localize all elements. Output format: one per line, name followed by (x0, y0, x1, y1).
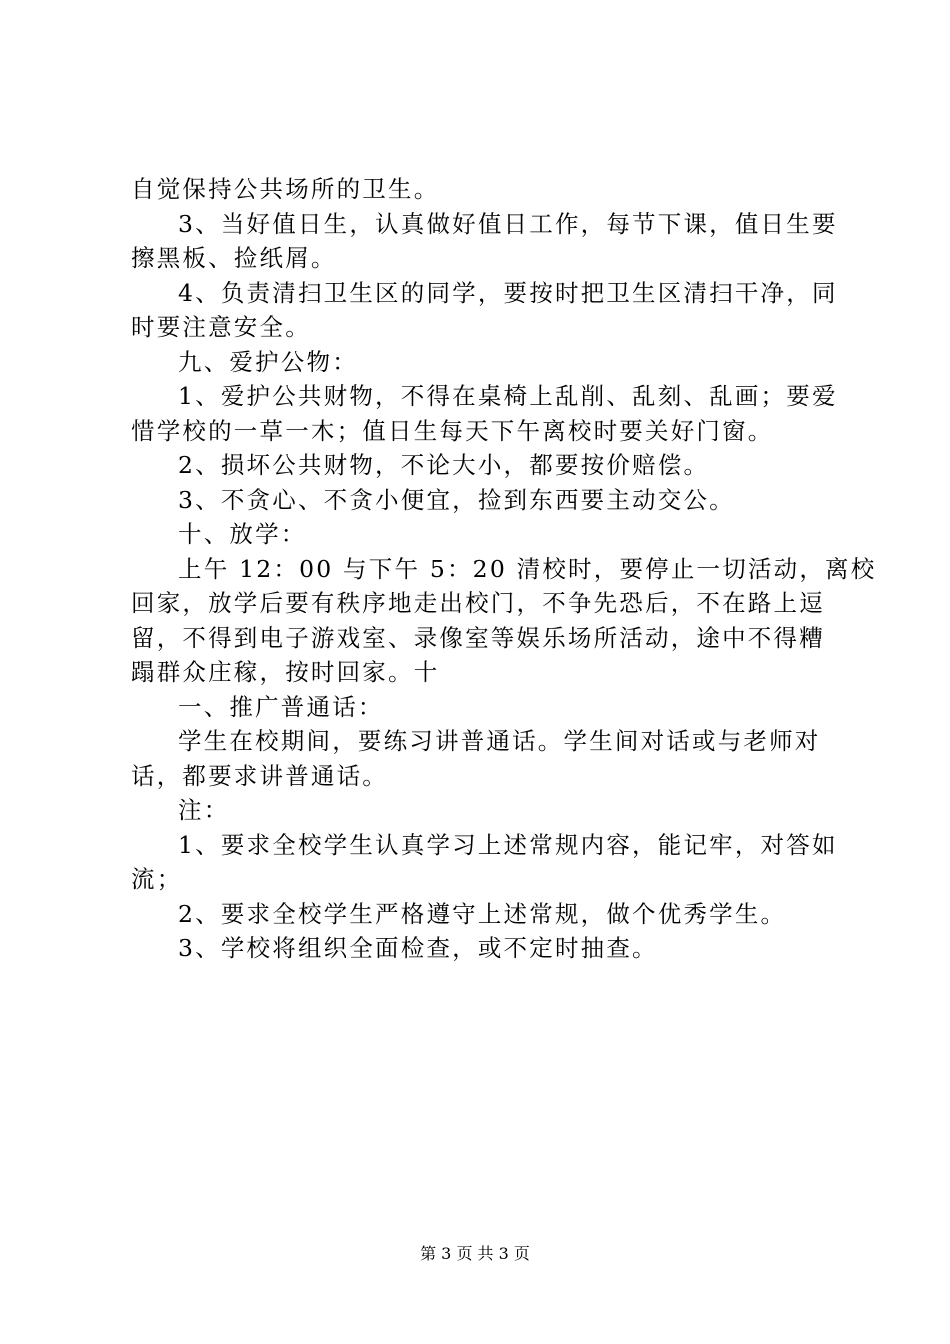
text-line: 蹋群众庄稼，按时回家。十 (131, 658, 440, 686)
text-line: 3、当好值日生，认真做好值日工作，每节下课，值日生要 (178, 209, 838, 238)
text-line: 1、要求全校学生认真学习上述常规内容，能记牢，对答如 (178, 830, 838, 859)
text-line: 2、损坏公共财物，不论大小，都要按价赔偿。 (178, 451, 710, 479)
text-line: 时要注意安全。 (131, 313, 311, 341)
text-line: 2、要求全校学生严格遵守上述常规，做个优秀学生。 (178, 899, 787, 928)
text-line: 擦黑板、捡纸屑。 (131, 244, 337, 272)
text-line: 回家，放学后要有秩序地走出校门，不争先恐后，不在路上逗 (131, 589, 825, 617)
text-line: 学生在校期间，要练习讲普通话。学生间对话或与老师对 (178, 727, 821, 755)
text-line: 流； (131, 865, 183, 893)
page-number-label: 第 3 页 共 3 页 (420, 1244, 530, 1263)
text-line: 1、爱护公共财物，不得在桌椅上乱削、乱刻、乱画；要爱 (178, 382, 838, 410)
text-line: 自觉保持公共场所的卫生。 (131, 175, 440, 203)
text-line: 3、学校将组织全面检查，或不定时抽查。 (178, 934, 658, 962)
section-heading: 一、推广普通话： (178, 692, 384, 721)
text-line: 留，不得到电子游戏室、录像室等娱乐场所活动，途中不得糟 (131, 623, 825, 652)
text-line: 上午 12：00 与下午 5：20 清校时，要停止一切活动，离校 (178, 554, 877, 583)
text-line: 话，都要求讲普通话。 (131, 761, 388, 790)
section-heading: 十、放学： (178, 520, 307, 548)
text-line: 3、不贪心、不贪小便宜，捡到东西要主动交公。 (178, 485, 735, 514)
text-line: 4、负责清扫卫生区的同学，要按时把卫生区清扫干净，同 (178, 278, 838, 307)
note-heading: 注： (178, 796, 230, 824)
text-line: 惜学校的一草一木；值日生每天下午离校时要关好门窗。 (131, 416, 774, 445)
section-heading: 九、爱护公物： (178, 347, 358, 376)
document-body (131, 172, 877, 966)
page-footer (0, 1244, 950, 1264)
